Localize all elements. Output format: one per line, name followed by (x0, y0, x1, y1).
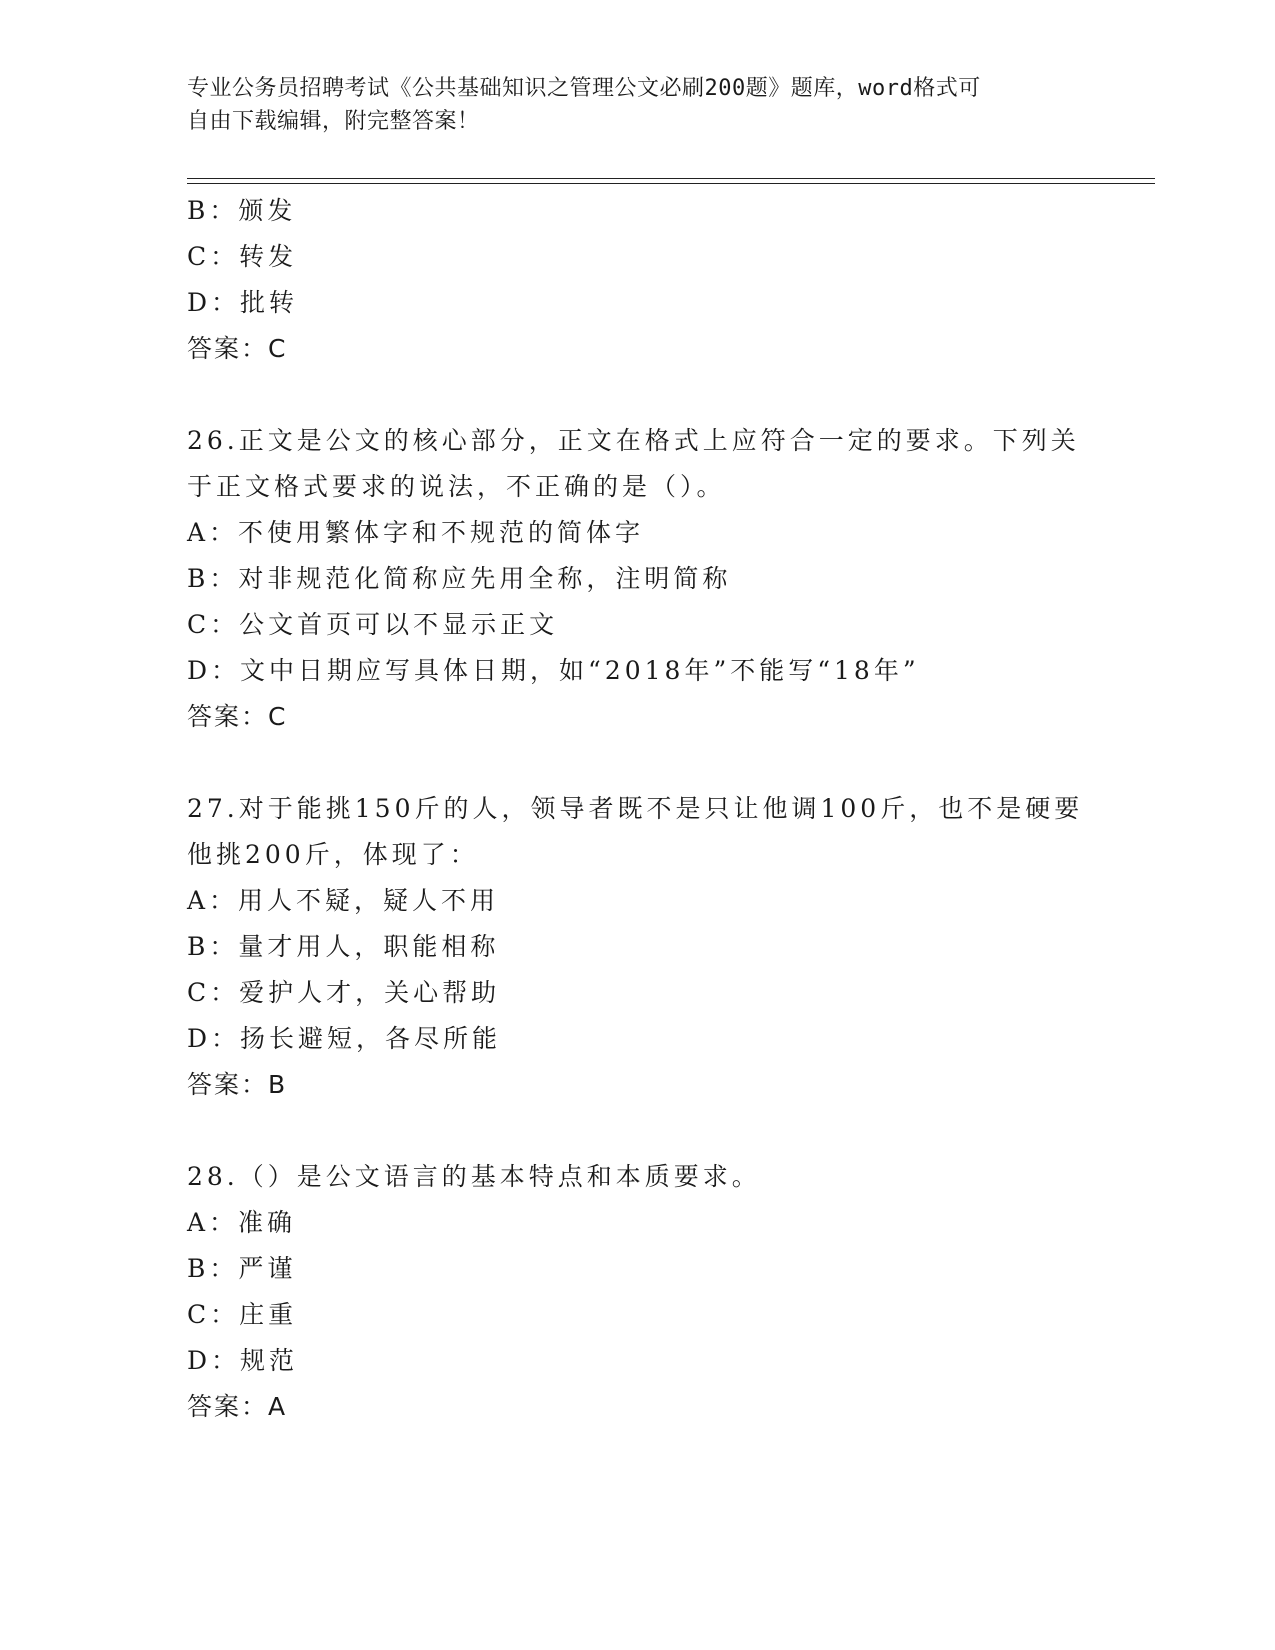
question-27 (187, 786, 1087, 1108)
spacer (187, 372, 1087, 418)
option-b: B：量才用人，职能相称 (187, 932, 500, 961)
option-b: B：颁发 (187, 196, 297, 225)
option-d: D：批转 (187, 288, 299, 317)
option-d: D：规范 (187, 1346, 299, 1375)
option-a: A：准确 (187, 1208, 297, 1237)
option-c: C：转发 (187, 242, 298, 271)
answer-line: 答案：C (187, 334, 288, 363)
question-26 (187, 418, 1087, 740)
question-28 (187, 1154, 1087, 1430)
option-b: B：对非规范化简称应先用全称，注明简称 (187, 564, 732, 593)
header-divider-bottom (187, 183, 1155, 184)
answer-line: 答案：C (187, 702, 288, 731)
option-b: B：严谨 (187, 1254, 297, 1283)
option-c: C：庄重 (187, 1300, 298, 1329)
option-a: A：用人不疑，疑人不用 (187, 886, 500, 915)
option-a: A：不使用繁体字和不规范的简体字 (187, 518, 645, 547)
option-d: D：文中日期应写具体日期，如“2018年”不能写“18年” (187, 656, 920, 685)
question-stem-line: 27.对于能挑150斤的人，领导者既不是只让他调100斤，也不是硬要 (187, 794, 1084, 823)
question-stem-line: 28.（）是公文语言的基本特点和本质要求。 (187, 1162, 761, 1191)
question-stem-line: 于正文格式要求的说法，不正确的是（）。 (187, 472, 726, 501)
option-c: C：公文首页可以不显示正文 (187, 610, 559, 639)
answer-line: 答案：B (187, 1070, 288, 1099)
question-stem-line: 他挑200斤，体现了： (187, 840, 479, 869)
spacer (187, 740, 1087, 786)
document-body (187, 188, 1087, 1430)
answer-line: 答案：A (187, 1392, 288, 1421)
header-line-2: 自由下载编辑，附完整答案！ (187, 109, 480, 134)
header-line-1: 专业公务员招聘考试《公共基础知识之管理公文必刷200题》题库，word格式可 (187, 76, 981, 101)
question-25-continued (187, 188, 1087, 372)
option-d: D：扬长避短，各尽所能 (187, 1024, 502, 1053)
document-header (187, 72, 1087, 138)
option-c: C：爱护人才，关心帮助 (187, 978, 501, 1007)
spacer (187, 1108, 1087, 1154)
question-stem-line: 26.正文是公文的核心部分，正文在格式上应符合一定的要求。下列关 (187, 426, 1080, 455)
header-divider-top (187, 178, 1155, 179)
